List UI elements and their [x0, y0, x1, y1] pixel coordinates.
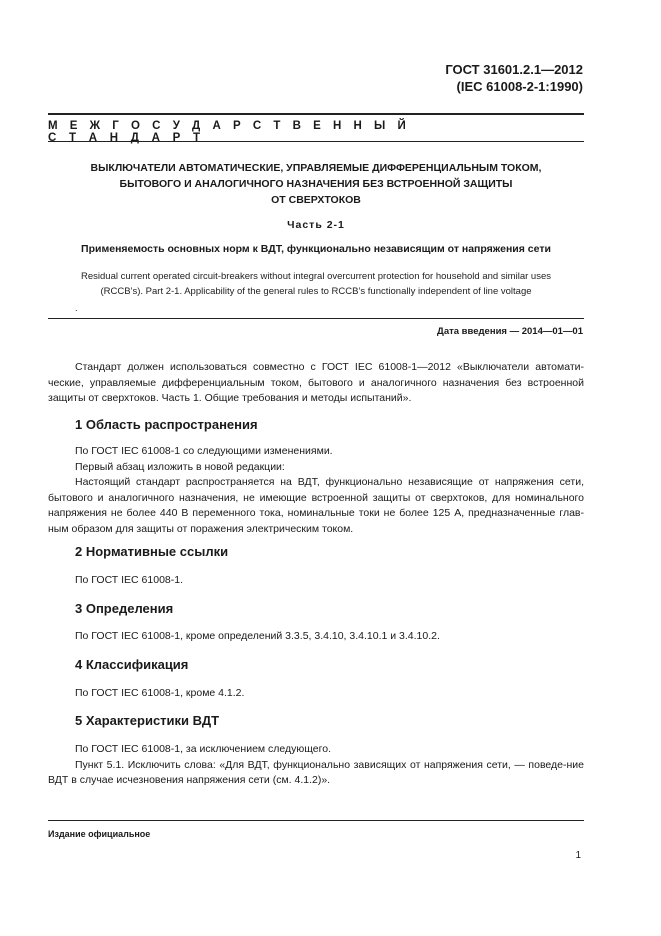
english-title-line-2: (RCCB’s). Part 2-1. Applicability of the general rules to RCCB’s functionally independent of line voltage: [100, 286, 532, 297]
section-2-p1: По ГОСТ IEC 61008-1.: [75, 574, 184, 586]
banner-letter: Д: [192, 120, 201, 132]
section-3-body: [48, 629, 584, 645]
section-1-p3: Настоящий стандарт распространяется на ВДТ, функционально независящие от напряжения сети, бытового и аналогичного назначения, не имеющие встроенной защиты от сверхтоков, для номинального напряжения не более 440 В переменного тока, номинальные токи не более 125 А, предназначенные глав-ным образом для защиты от поражения электрическим током.: [48, 476, 584, 535]
banner-letter: А: [88, 132, 98, 144]
standard-designation: [445, 61, 583, 95]
banner-letter: Д: [130, 132, 139, 144]
footer-rule: [48, 820, 584, 821]
banner-letter: Ы: [374, 120, 386, 132]
official-edition-note: Издание официальное: [48, 829, 151, 839]
banner-letter: С: [48, 132, 57, 144]
banner-letter: Т: [273, 120, 281, 132]
section-3-heading: 3 Определения: [75, 601, 174, 616]
banner-letter: У: [172, 120, 180, 132]
banner-letter: А: [151, 132, 160, 144]
banner-letter: Р: [232, 120, 241, 132]
section-4-body: [48, 686, 584, 702]
banner-letter: А: [212, 120, 221, 132]
banner-letter: О: [131, 120, 140, 132]
section-1-heading: 1 Область распространения: [75, 417, 258, 432]
banner-rule: [48, 141, 584, 142]
banner-letter: Т: [192, 132, 200, 144]
section-4-heading: 4 Классификация: [75, 657, 189, 672]
introduction-date: Дата введения — 2014—01—01: [437, 326, 583, 337]
banner-letter: Н: [353, 120, 362, 132]
banner-letter: Е: [69, 120, 78, 132]
title-line-1: ВЫКЛЮЧАТЕЛИ АВТОМАТИЧЕСКИЕ, УПРАВЛЯЕМЫЕ ДИФФЕРЕНЦИАЛЬНЫМ ТОКОМ,: [90, 162, 542, 174]
title-line-3: ОТ СВЕРХТОКОВ: [271, 194, 361, 206]
banner-letter: Н: [109, 132, 119, 144]
page-number: 1: [575, 850, 581, 861]
banner-word-interstate: [48, 120, 406, 132]
section-3-p1: По ГОСТ IEC 61008-1, кроме определений 3.3.5, 3.4.10, 3.4.10.1 и 3.4.10.2.: [75, 630, 440, 642]
part-number: Часть 2-1: [287, 219, 345, 231]
document-subtitle: Применяемость основных норм к ВДТ, функционально независящим от напряжения сети: [81, 243, 551, 255]
intro-paragraph: [48, 360, 584, 407]
section-1-p1: По ГОСТ IEC 61008-1 со следующими изменениями.: [75, 445, 333, 457]
section-5-heading: 5 Характеристики ВДТ: [75, 713, 220, 728]
section-2-heading: 2 Нормативные ссылки: [75, 544, 229, 559]
section-2-body: [48, 573, 584, 589]
title-dot: .: [75, 303, 78, 313]
english-title-line-1: Residual current operated circuit-breakers without integral overcurrent protection for household and similar uses: [81, 271, 551, 282]
banner-letter: Н: [332, 120, 342, 132]
document-title: [48, 160, 584, 208]
banner-letter: С: [152, 120, 161, 132]
banner-letter: С: [252, 120, 262, 132]
gost-number: ГОСТ 31601.2.1—2012: [445, 62, 583, 77]
top-rule: [48, 113, 584, 115]
section-5-p1: По ГОСТ IEC 61008-1, за исключением следующего.: [75, 743, 331, 755]
date-rule: [48, 318, 584, 319]
banner-letter: Ж: [89, 120, 101, 132]
banner-letter: Т: [69, 132, 77, 144]
banner-letter: Р: [172, 132, 181, 144]
section-4-p1: По ГОСТ IEC 61008-1, кроме 4.1.2.: [75, 687, 245, 699]
banner-letter: Г: [112, 120, 119, 132]
section-1-body: [48, 444, 584, 537]
banner-letter: Е: [313, 120, 321, 132]
intro-text: Стандарт должен использоваться совместно с ГОСТ IEC 61008-1—2012 «Выключатели автомати-ческие, управляемые дифференциальным током, бытового и аналогичного назначения без встроенной защиты от сверхтоков. Часть 1. Общие требования и методы испытаний».: [48, 361, 584, 404]
title-line-2: БЫТОВОГО И АНАЛОГИЧНОГО НАЗНАЧЕНИЯ БЕЗ ВСТРОЕННОЙ ЗАЩИТЫ: [119, 178, 513, 190]
english-title: [60, 269, 572, 299]
banner-letter: М: [48, 120, 58, 132]
banner-letter: В: [292, 120, 301, 132]
section-1-p2: Первый абзац изложить в новой редакции:: [75, 460, 285, 473]
banner-letter: Й: [397, 120, 406, 132]
section-5-body: [48, 742, 584, 789]
iec-number: (IEC 61008-2-1:1990): [456, 79, 583, 94]
section-5-p2: Пункт 5.1. Исключить слова: «Для ВДТ, функционально зависящих от напряжения сети, — поведе-ние ВДТ в случае исчезновения напряжения сети (см. 4.1.2)».: [48, 758, 584, 786]
banner-word-standard: [48, 132, 200, 144]
